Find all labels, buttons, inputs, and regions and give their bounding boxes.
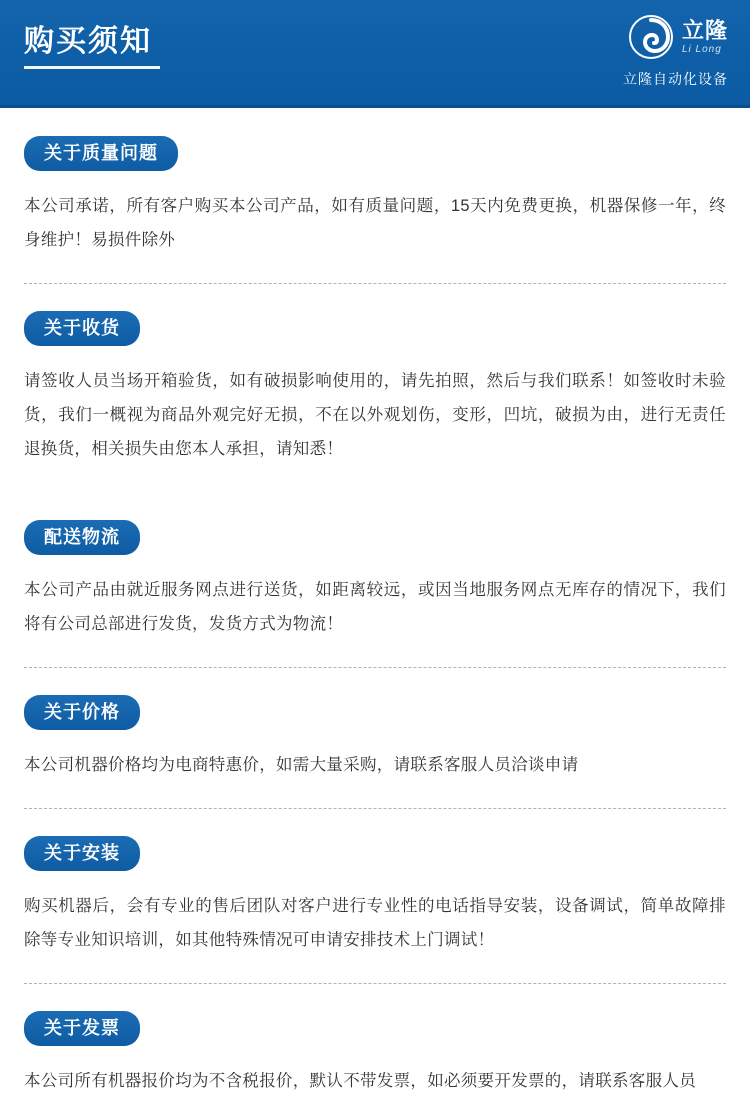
section-price [24,667,726,782]
page-title: 购买须知 [24,25,152,58]
page-header [0,0,750,108]
swirl-logo-icon [628,14,674,60]
section-receiving [24,283,726,466]
section-text-invoice: 本公司所有机器报价均为不含税报价，默认不带发票，如必须要开发票的，请联系客服人员 [24,1072,696,1090]
section-text-installation: 购买机器后，会有专业的售后团队对客户进行专业性的电话指导安装，设备调试，简单故障排除等专业知识培训，如其他特殊情况可申请安排技术上门调试！ [24,897,726,949]
section-installation [24,808,726,957]
section-text-quality: 本公司承诺，所有客户购买本公司产品，如有质量问题，15天内免费更换，机器保修一年，终身维护！易损件除外 [24,197,726,249]
section-tag-invoice: 关于发票 [24,1011,140,1046]
notice-content [0,108,750,1098]
brand-top [628,14,728,60]
section-text-logistics: 本公司产品由就近服务网点进行送货，如距离较远，或因当地服务网点无库存的情况下，我们将有公司总部进行发货，发货方式为物流！ [24,581,726,633]
brand-block [623,14,728,89]
section-invoice [24,983,726,1098]
brand-subtitle: 立隆自动化设备 [623,71,728,87]
title-underline [24,66,160,69]
section-tag-receiving: 关于收货 [24,311,140,346]
section-text-receiving: 请签收人员当场开箱验货，如有破损影响使用的，请先拍照，然后与我们联系！如签收时未验货，我们一概视为商品外观完好无损，不在以外观划伤，变形，凹坑，破损为由，进行无责任退换货，相关损失由您本人承担，请知悉！ [24,372,726,458]
brand-names [681,17,728,55]
section-tag-installation: 关于安装 [24,836,140,871]
brand-name-en: Li Long [681,43,722,55]
section-text-price: 本公司机器价格均为电商特惠价，如需大量采购，请联系客服人员洽谈申请 [24,756,579,774]
brand-name-cn: 立隆 [681,17,728,43]
section-tag-logistics: 配送物流 [24,520,140,555]
section-logistics [24,492,726,641]
section-tag-quality: 关于质量问题 [24,136,178,171]
section-quality [24,108,726,257]
section-tag-price: 关于价格 [24,695,140,730]
